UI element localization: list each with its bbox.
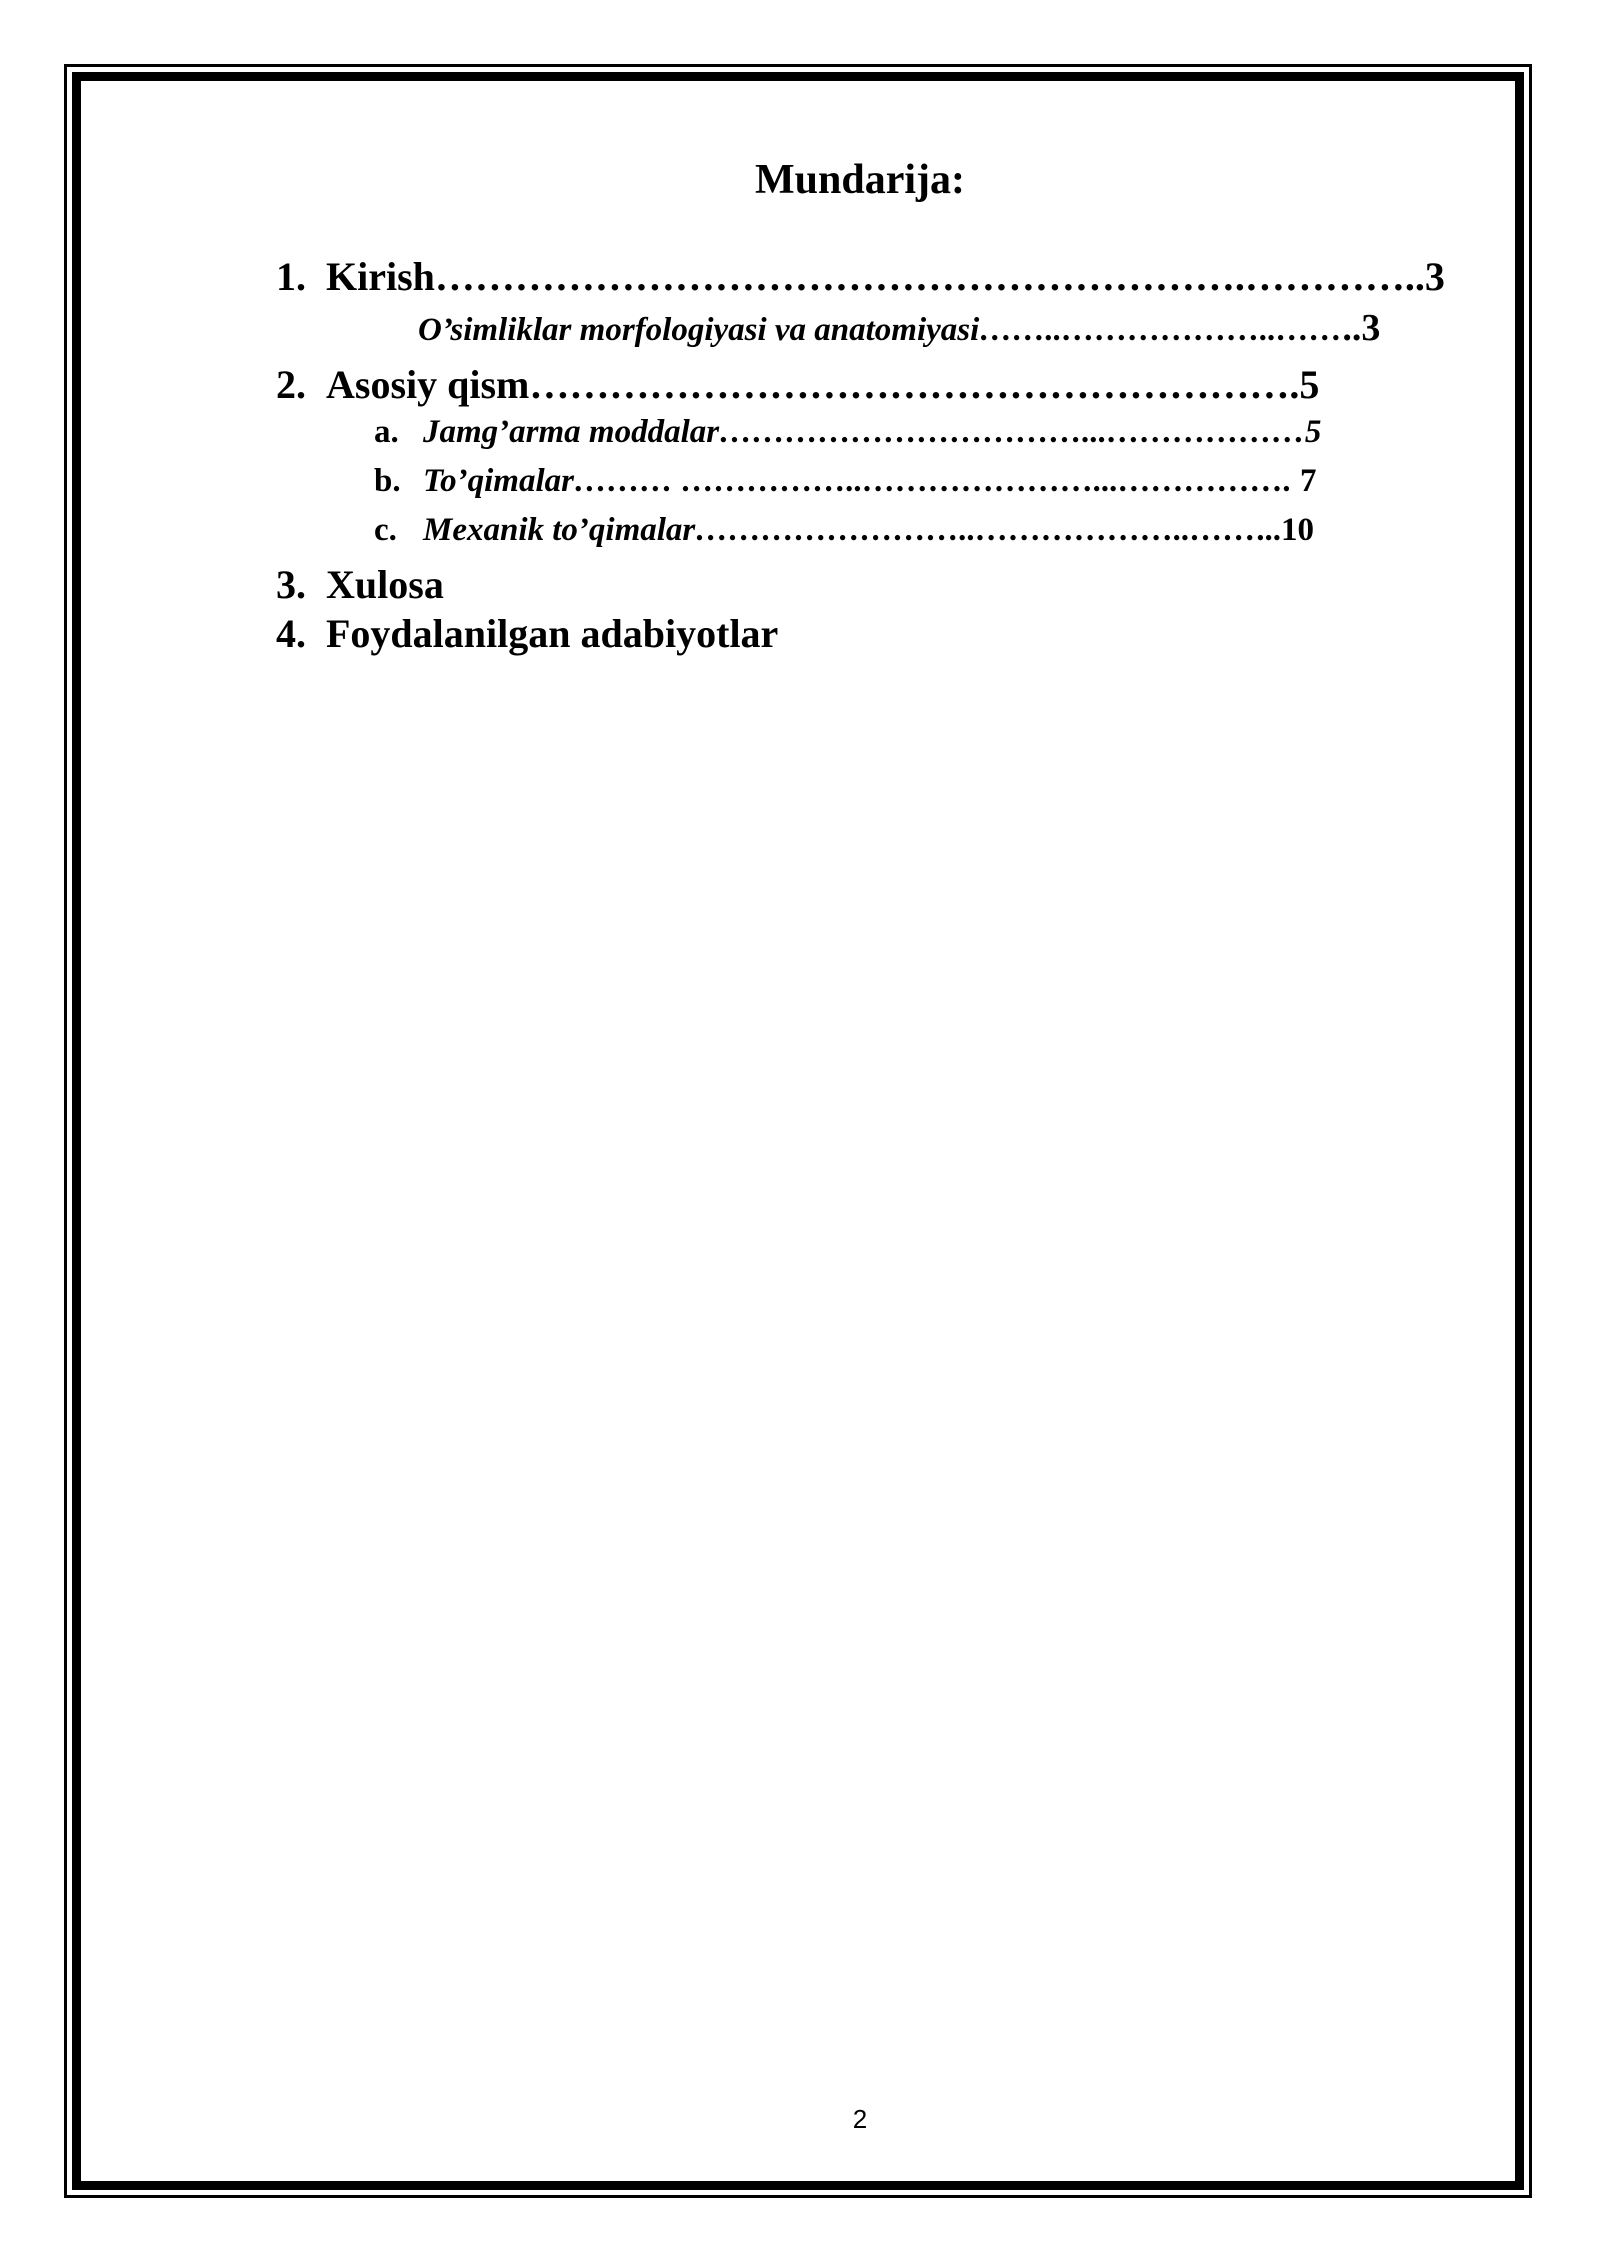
page-number: 2: [852, 2104, 868, 2134]
toc-item-label: Mexanik to’qimalar: [423, 512, 696, 548]
toc-item-number: 4.: [276, 611, 306, 656]
page-title: Mundarija:: [755, 157, 965, 203]
toc-item-page: .3: [1414, 254, 1445, 299]
toc-item-page: ...10: [1256, 512, 1315, 548]
toc-item-leader: ……..………………..……: [979, 312, 1343, 348]
toc-item-label: Asosiy qism: [326, 362, 530, 407]
toc-item-label: Xulosa: [326, 562, 444, 607]
toc-item-number: a.: [374, 414, 399, 450]
toc-item-number: 2.: [276, 362, 306, 407]
toc-item-leader: ……… ……………..…………………...…………….: [573, 463, 1292, 499]
toc-item-label: Foydalanilgan adabiyotlar: [326, 611, 779, 656]
toc-item-label: O’simliklar morfologiyasi va anatomiyasi: [418, 312, 980, 348]
toc-item-label: Jamg’arma moddalar: [423, 414, 720, 450]
toc-item-osimliklar[interactable]: [418, 307, 1380, 351]
toc-item-leader: ……………………..………………..……: [695, 512, 1257, 548]
toc-item-leader: …………………………………………………: [529, 362, 1290, 407]
toc-item-number: 3.: [276, 562, 306, 607]
toc-item-leader: ……………………………...………………: [719, 414, 1305, 450]
toc-item-number: b.: [374, 463, 401, 499]
toc-item-number: c.: [374, 512, 397, 548]
toc-item-label: To’qimalar: [423, 463, 574, 499]
toc-item-page: 5: [1304, 414, 1322, 450]
toc-item-number: 1.: [276, 254, 306, 299]
toc-item-leader: …………………………………………………….………….: [434, 254, 1415, 299]
toc-item-page: ..3: [1342, 307, 1381, 349]
toc-item-label: Kirish: [326, 254, 435, 299]
toc-item-page: .5: [1289, 362, 1320, 407]
toc-item-page: 7: [1291, 463, 1317, 499]
